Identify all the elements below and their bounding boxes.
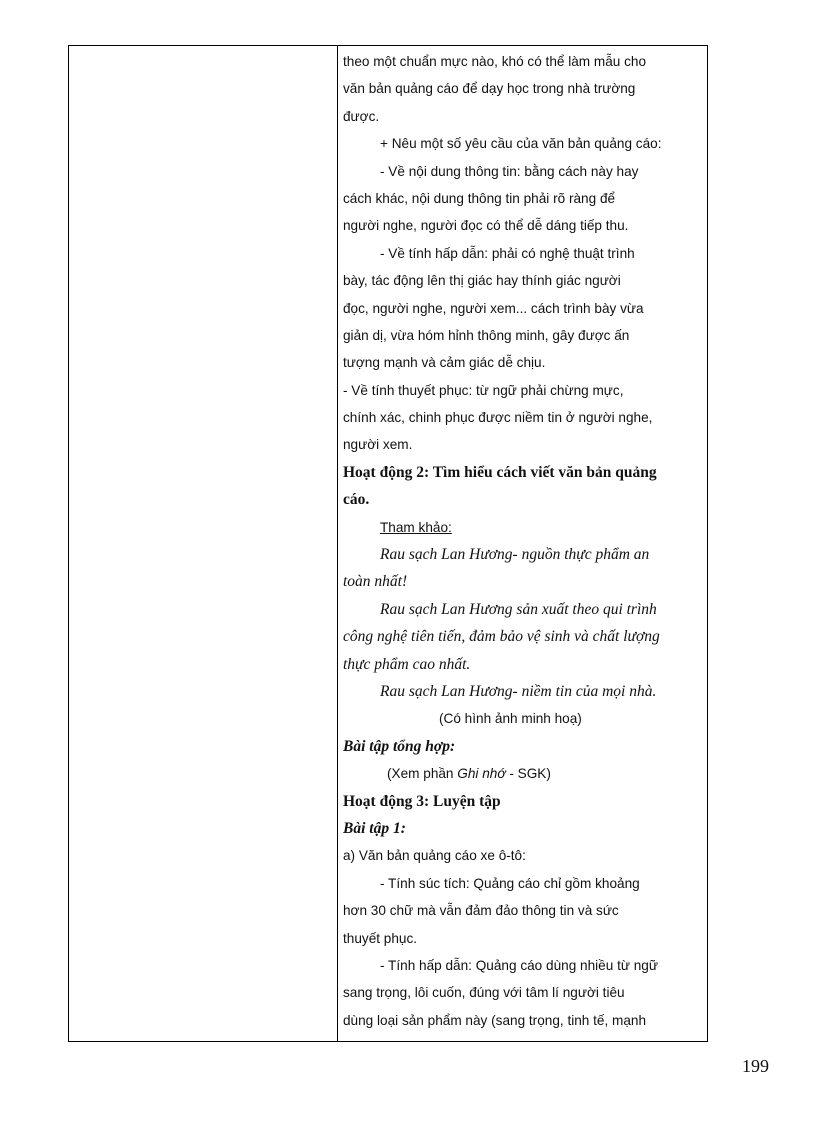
- text-line: giản dị, vừa hóm hỉnh thông minh, gây được ấn: [343, 327, 630, 343]
- see-notes-suffix: - SGK): [505, 766, 551, 782]
- text-line: hơn 30 chữ mà vẫn đảm đảo thông tin và sức: [343, 903, 619, 919]
- ad-sample-line: Rau sạch Lan Hương- nguồn thực phẩm an: [380, 546, 650, 564]
- ad-sample-line: công nghệ tiên tiến, đảm bảo vệ sinh và chất lượng: [343, 628, 660, 646]
- text-line: theo một chuẩn mực nào, khó có thể làm mẫu cho: [343, 54, 647, 69]
- right-column-cell: [343, 48, 703, 1034]
- text-line: thuyết phục.: [343, 930, 418, 946]
- text-line: - Về nội dung thông tin: bằng cách này hay: [380, 163, 639, 179]
- left-column-cell: [69, 46, 337, 1041]
- text-line: văn bản quảng cáo để dạy học trong nhà trường: [343, 81, 636, 97]
- page-number: 199: [742, 1056, 769, 1076]
- reference-label-text: Tham khảo:: [380, 519, 452, 535]
- see-notes-line: [343, 760, 703, 787]
- ad-sample-line: toàn nhất!: [343, 573, 408, 591]
- text-line: người xem.: [343, 437, 413, 453]
- text-line: a) Văn bản quảng cáo xe ô-tô:: [343, 848, 526, 864]
- text-line: đọc, người nghe, người xem... cách trình bày vừa: [343, 300, 644, 316]
- text-line: chính xác, chinh phục được niềm tin ở người nghe,: [343, 410, 653, 426]
- activity-2-heading-cont: cáo.: [343, 491, 370, 509]
- text-line: - Tính súc tích: Quảng cáo chỉ gồm khoảng: [380, 875, 640, 891]
- content-table: [68, 45, 708, 1042]
- see-notes-prefix: (Xem phần: [387, 766, 458, 782]
- illustration-note: (Có hình ảnh minh hoạ): [439, 711, 582, 727]
- text-line: - Về tính thuyết phục: từ ngữ phải chừng mực,: [343, 382, 624, 398]
- text-line: được.: [343, 108, 380, 124]
- text-line: cách khác, nội dung thông tin phải rõ ràng để: [343, 190, 616, 206]
- ad-sample-line: Rau sạch Lan Hương sản xuất theo qui trình: [380, 600, 657, 618]
- text-line: + Nêu một số yêu cầu của văn bản quảng cáo:: [380, 136, 662, 152]
- text-line: - Tính hấp dẫn: Quảng cáo dùng nhiều từ ngữ: [380, 957, 658, 973]
- summary-exercise-heading: Bài tập tổng hợp:: [343, 737, 456, 755]
- text-line: dùng loại sản phẩm này (sang trọng, tinh tế, mạnh: [343, 1012, 647, 1028]
- ad-sample-line: Rau sạch Lan Hương- niềm tin của mọi nhà.: [380, 682, 657, 700]
- see-notes-emphasis: Ghi nhớ: [457, 766, 506, 782]
- exercise-1-heading: Bài tập 1:: [343, 819, 406, 837]
- activity-2-heading: Hoạt động 2: Tìm hiểu cách viết văn bản quảng: [343, 463, 657, 481]
- column-divider: [337, 46, 338, 1041]
- text-line: người nghe, người đọc có thể dễ dáng tiếp thu.: [343, 218, 629, 234]
- text-line: sang trọng, lôi cuốn, đúng với tâm lí người tiêu: [343, 985, 625, 1001]
- ad-sample-line: thực phẩm cao nhất.: [343, 655, 471, 673]
- reference-label: [343, 514, 703, 541]
- text-line: - Về tính hấp dẫn: phải có nghệ thuật trình: [380, 245, 635, 261]
- activity-3-heading: Hoạt động 3: Luyện tập: [343, 792, 501, 810]
- text-line: bày, tác động lên thị giác hay thính giác người: [343, 273, 621, 289]
- text-line: tượng mạnh và cảm giác dễ chịu.: [343, 355, 546, 371]
